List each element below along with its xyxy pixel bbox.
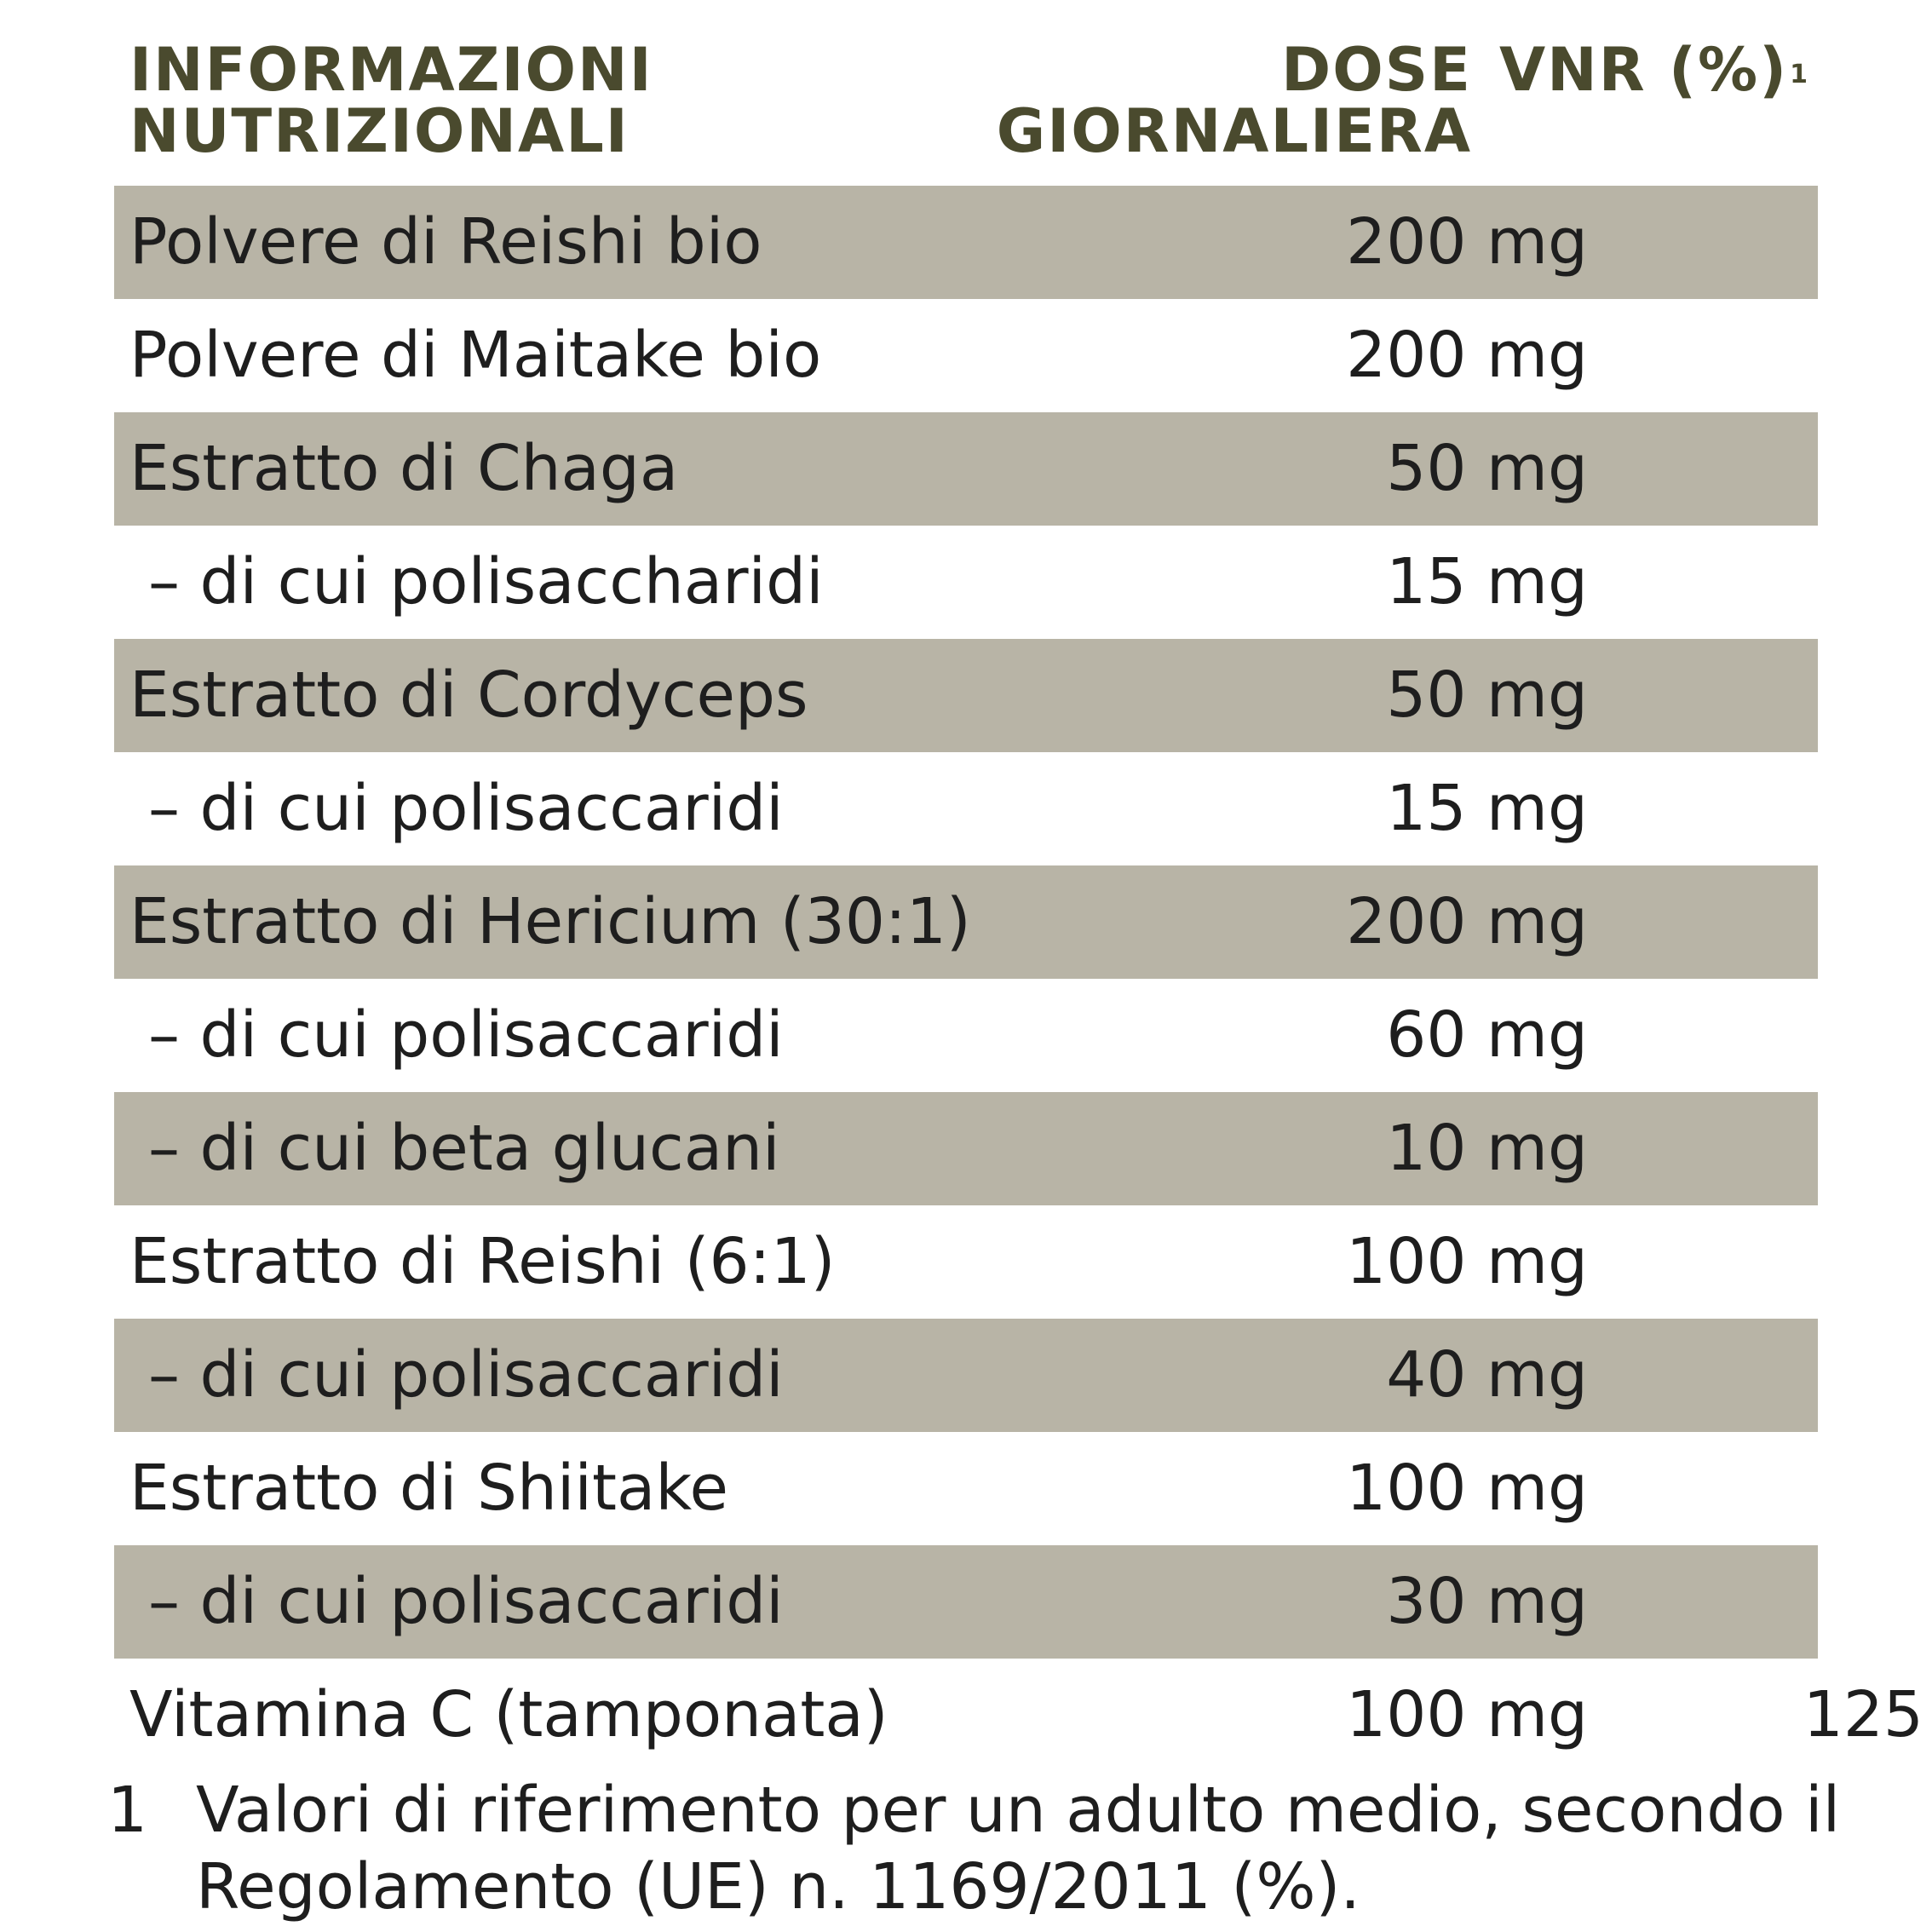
header-info-column: [129, 35, 896, 166]
table-row: [114, 752, 1818, 865]
row-vnr: [1596, 865, 1923, 979]
row-dose: 50 mg: [1386, 658, 1588, 732]
footnote-line2: Regolamento (UE) n. 1169/2011 (%).: [196, 1850, 1360, 1923]
footnote-mark: 1: [107, 1774, 148, 1847]
table-row: [114, 299, 1818, 412]
row-dose: 50 mg: [1386, 432, 1588, 505]
row-dose: 200 mg: [1346, 205, 1588, 279]
header-dose-line2: GIORNALIERA: [996, 96, 1472, 166]
table-row: [114, 1432, 1818, 1545]
header-vnr-footnote-mark: 1: [1790, 60, 1810, 89]
row-vnr: [1596, 1432, 1923, 1545]
table-row: [114, 526, 1818, 639]
row-vnr: [1596, 639, 1923, 752]
row-name: Estratto di Shiitake: [129, 1452, 729, 1525]
row-name: Estratto di Hericium (30:1): [129, 885, 971, 958]
row-dose: 15 mg: [1386, 772, 1588, 845]
row-vnr: [1596, 1545, 1923, 1659]
row-name: Estratto di Chaga: [129, 432, 679, 505]
row-vnr: [1596, 1092, 1923, 1205]
footnote-text: [196, 1772, 1857, 1925]
table-row: [114, 979, 1818, 1092]
row-dose: 60 mg: [1386, 998, 1588, 1072]
row-dose: 40 mg: [1386, 1338, 1588, 1412]
footnote-line1: Valori di riferimento per un adulto medio, secondo il: [196, 1774, 1841, 1847]
row-name: Estratto di Cordyceps: [129, 658, 808, 732]
row-name: Vitamina C (tamponata): [129, 1678, 888, 1751]
table-row: [114, 1319, 1818, 1432]
row-dose: 200 mg: [1346, 319, 1588, 392]
row-dose: 30 mg: [1386, 1565, 1588, 1638]
row-vnr: [1596, 752, 1923, 865]
row-name: – di cui polisaccaridi: [148, 772, 784, 845]
table-row: [114, 1545, 1818, 1659]
row-dose: 100 mg: [1346, 1678, 1588, 1751]
table-row: [114, 412, 1818, 526]
row-name: Estratto di Reishi (6:1): [129, 1225, 836, 1298]
row-vnr: [1596, 1205, 1923, 1319]
header-dose-column: [920, 35, 1472, 166]
row-vnr: [1596, 526, 1923, 639]
header-info-line1: INFORMAZIONI: [129, 35, 653, 105]
row-dose: 100 mg: [1346, 1452, 1588, 1525]
table-row: [114, 1092, 1818, 1205]
row-vnr: 125: [1803, 1678, 1923, 1751]
row-vnr: [1596, 1319, 1923, 1432]
row-dose: 200 mg: [1346, 885, 1588, 958]
row-name: Polvere di Reishi bio: [129, 205, 762, 279]
row-name: – di cui polisaccaridi: [148, 1338, 784, 1412]
header-dose-line1: DOSE: [1281, 35, 1472, 105]
row-dose: 10 mg: [1386, 1112, 1588, 1185]
row-name: – di cui polisaccaridi: [148, 1565, 784, 1638]
row-name: – di cui polisaccharidi: [148, 545, 824, 618]
header-vnr-label: VNR (%): [1499, 35, 1789, 105]
row-vnr: [1596, 979, 1923, 1092]
header-info-line2: NUTRIZIONALI: [129, 96, 630, 166]
table-header: [0, 32, 1932, 166]
table-row: [114, 1659, 1923, 1772]
table-row: [114, 639, 1818, 752]
row-dose: 100 mg: [1346, 1225, 1588, 1298]
table-row: [114, 1205, 1818, 1319]
row-vnr: [1596, 186, 1923, 299]
row-name: – di cui polisaccaridi: [148, 998, 784, 1072]
row-vnr: [1596, 299, 1923, 412]
row-name: – di cui beta glucani: [148, 1112, 780, 1185]
row-dose: 15 mg: [1386, 545, 1588, 618]
table-row: [114, 186, 1818, 299]
nutrition-table: [114, 186, 1923, 1772]
row-vnr: [1596, 412, 1923, 526]
row-name: Polvere di Maitake bio: [129, 319, 822, 392]
header-vnr-column: [1499, 35, 1810, 105]
table-row: [114, 865, 1818, 979]
